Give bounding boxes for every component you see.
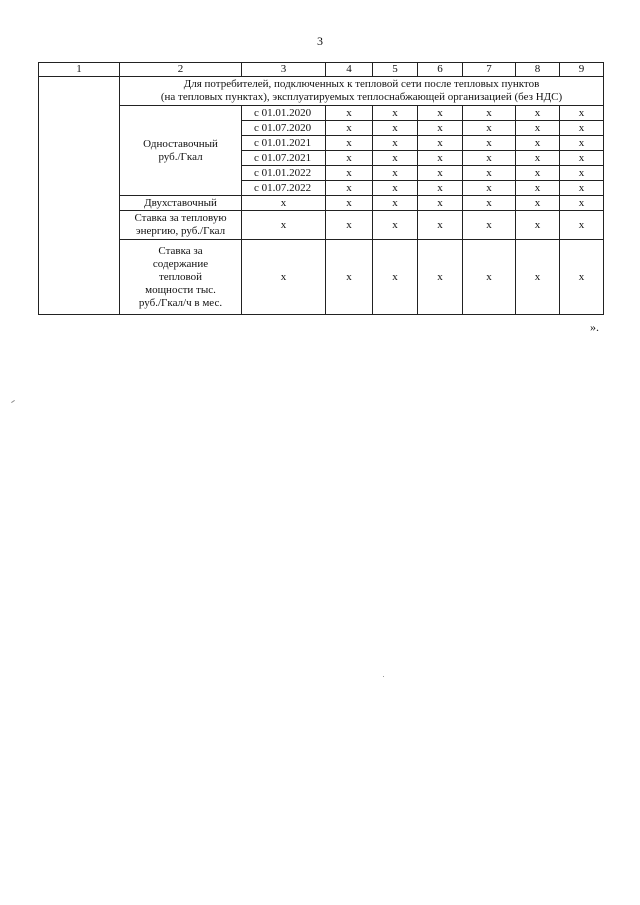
x-mark: х [326, 166, 373, 181]
x-mark: х [373, 121, 418, 136]
x-mark: х [560, 181, 604, 196]
x-mark: х [516, 166, 560, 181]
x-mark: х [516, 211, 560, 240]
x-mark: х [242, 240, 326, 315]
x-mark: х [418, 166, 463, 181]
energy-rate-label-line: энергию, руб./Гкал [135, 225, 226, 237]
x-mark: х [516, 136, 560, 151]
x-mark: х [463, 121, 516, 136]
column-number: 3 [242, 63, 326, 77]
x-mark: х [326, 196, 373, 211]
x-mark: х [326, 211, 373, 240]
column-number-row [39, 63, 604, 77]
column-number: 9 [560, 63, 604, 77]
x-mark: х [516, 106, 560, 121]
x-mark: х [373, 106, 418, 121]
x-mark: х [373, 166, 418, 181]
column-number: 2 [120, 63, 242, 77]
x-mark: х [560, 136, 604, 151]
column-number: 5 [373, 63, 418, 77]
x-mark: х [560, 106, 604, 121]
capacity-rate-label-line: тепловой [158, 270, 203, 283]
x-mark: х [463, 240, 516, 315]
x-mark: х [516, 121, 560, 136]
x-mark: х [463, 211, 516, 240]
section-title-row [39, 77, 604, 106]
x-mark: х [463, 151, 516, 166]
x-mark: х [326, 136, 373, 151]
column-number: 6 [418, 63, 463, 77]
scan-speck [383, 676, 384, 677]
date-cell: с 01.01.2021 [242, 136, 326, 151]
x-mark: х [418, 136, 463, 151]
x-mark: х [326, 240, 373, 315]
date-row [39, 106, 604, 121]
x-mark: х [463, 166, 516, 181]
one-part-unit-line: руб./Гкал [158, 150, 203, 163]
closing-quote: ». [590, 320, 599, 334]
x-mark: х [560, 121, 604, 136]
x-mark: х [418, 121, 463, 136]
x-mark: х [463, 196, 516, 211]
section-title [120, 77, 604, 106]
x-mark: х [418, 106, 463, 121]
column-number: 4 [326, 63, 373, 77]
column-number: 1 [39, 63, 120, 77]
x-mark: х [326, 151, 373, 166]
x-mark: х [516, 196, 560, 211]
x-mark: х [516, 151, 560, 166]
x-mark: х [560, 166, 604, 181]
x-mark: х [373, 151, 418, 166]
x-mark: х [418, 211, 463, 240]
date-cell: с 01.07.2020 [242, 121, 326, 136]
x-mark: х [418, 181, 463, 196]
section-title-line: (на тепловых пунктах), эксплуатируемых теплоснабжающей организацией (без НДС) [160, 91, 563, 103]
x-mark: х [463, 136, 516, 151]
x-mark: х [326, 106, 373, 121]
capacity-rate-row [39, 240, 604, 315]
date-cell: с 01.01.2022 [242, 166, 326, 181]
x-mark: х [418, 240, 463, 315]
x-mark: х [560, 211, 604, 240]
x-mark: х [560, 196, 604, 211]
section-title-line: Для потребителей, подключенных к тепловой сети после тепловых пунктов [183, 78, 540, 90]
x-mark: х [418, 151, 463, 166]
x-mark: х [560, 240, 604, 315]
two-part-tariff-row [39, 196, 604, 211]
date-cell: с 01.07.2022 [242, 181, 326, 196]
x-mark: х [516, 181, 560, 196]
x-mark: х [418, 196, 463, 211]
capacity-rate-label-line: Ставка за [158, 244, 203, 257]
two-part-tariff-label: Двухставочный [120, 196, 242, 211]
energy-rate-label-line: Ставка за тепловую [134, 212, 227, 224]
capacity-rate-label [120, 240, 242, 315]
x-mark: х [373, 181, 418, 196]
one-part-tariff-label [120, 106, 242, 196]
x-mark: х [373, 240, 418, 315]
x-mark: х [326, 121, 373, 136]
capacity-rate-label-line: руб./Гкал/ч в мес. [138, 296, 223, 309]
x-mark: х [326, 181, 373, 196]
x-mark: х [373, 211, 418, 240]
x-mark: х [373, 136, 418, 151]
column-number: 7 [463, 63, 516, 77]
date-cell: с 01.01.2020 [242, 106, 326, 121]
one-part-label-line: Одноставочный [143, 137, 218, 150]
x-mark: х [516, 240, 560, 315]
x-mark: х [242, 211, 326, 240]
scan-speck [11, 400, 15, 403]
x-mark: х [463, 181, 516, 196]
x-mark: х [463, 106, 516, 121]
x-mark: х [560, 151, 604, 166]
empty-first-column-cell [39, 77, 120, 315]
capacity-rate-label-line: содержание [152, 257, 209, 270]
x-mark: х [242, 196, 326, 211]
column-number: 8 [516, 63, 560, 77]
date-cell: с 01.07.2021 [242, 151, 326, 166]
energy-rate-label [120, 211, 242, 240]
energy-rate-row [39, 211, 604, 240]
page-number: 3 [317, 34, 323, 48]
x-mark: х [373, 196, 418, 211]
capacity-rate-label-line: мощности тыс. [145, 283, 216, 296]
tariff-table [38, 62, 604, 315]
